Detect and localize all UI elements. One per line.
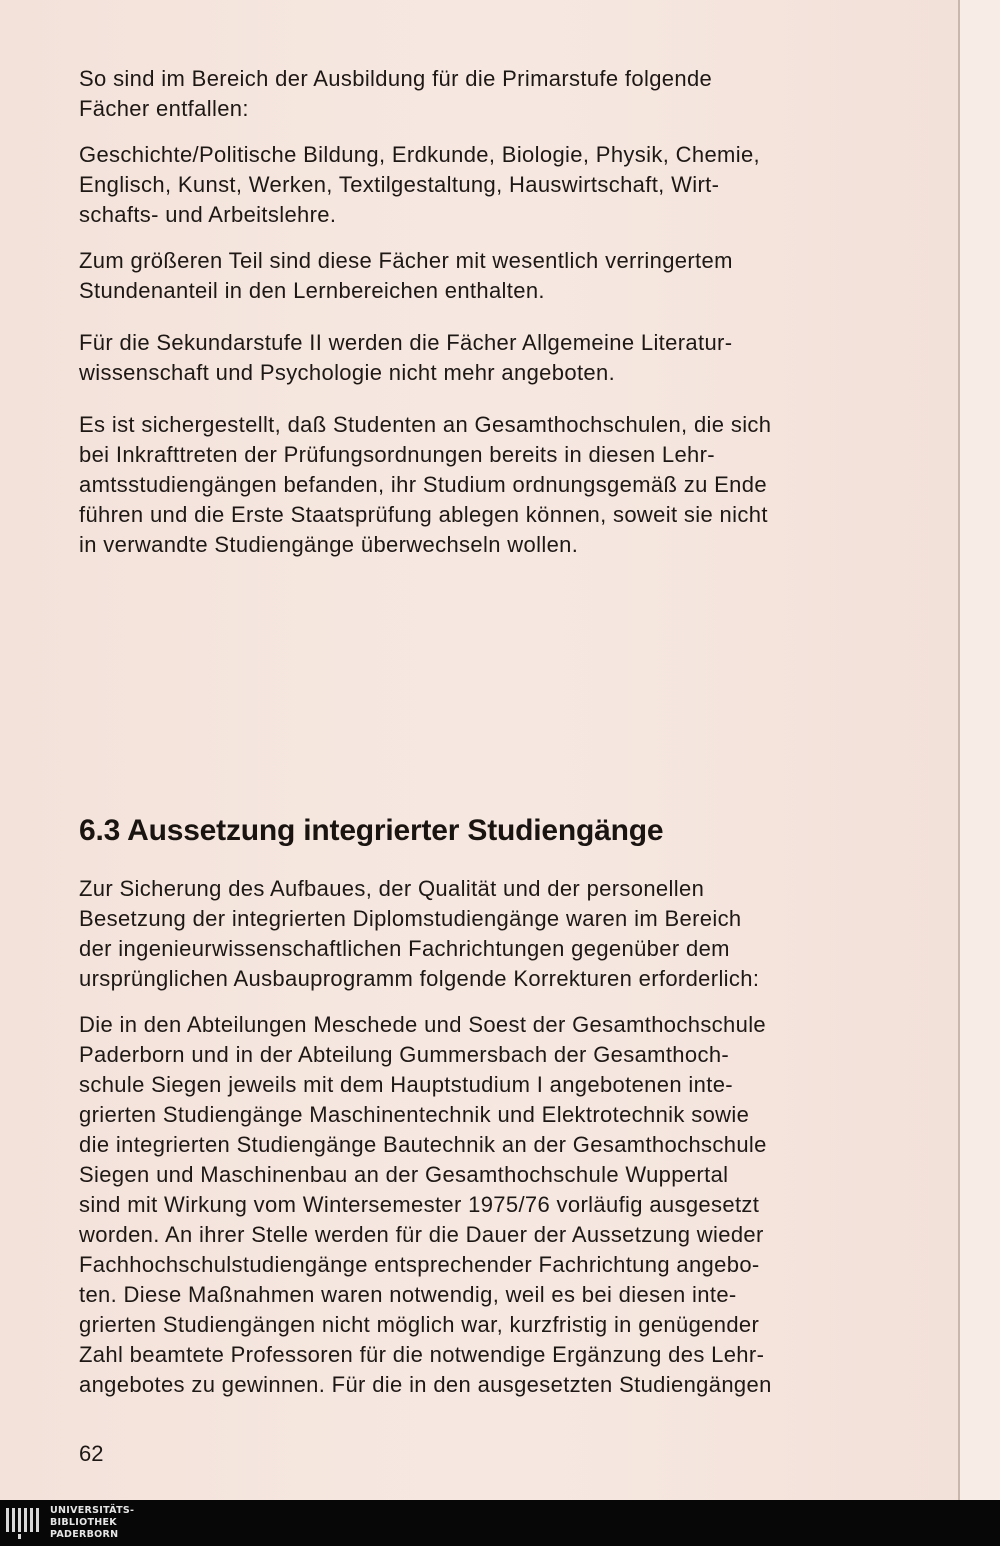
page-edge-divider — [958, 0, 960, 1500]
paragraph: Zum größeren Teil sind diese Fächer mit wesentlich verringertem Stundenanteil in den Lernbereichen enthalten. — [79, 248, 733, 303]
library-logo-icon — [4, 1506, 44, 1540]
paragraph: So sind im Bereich der Ausbildung für die Primarstufe folgende Fächer entfallen: — [79, 66, 713, 121]
logo-line: PADERBORN — [50, 1529, 119, 1540]
library-logo-text — [50, 1505, 134, 1541]
paragraph: Es ist sichergestellt, daß Studenten an Gesamthochschulen, die sich bei Inkrafttreten der Prüfungsordnungen bereits in diesen Lehr- amtsstudiengängen befanden, ihr Studium ordnungsgemäß zu Ende führen und die Erste Staatsprüfung ablegen können, soweit sie nicht in verwandte Studiengänge überwechseln wollen. — [79, 412, 772, 557]
logo-line: BIBLIOTHEK — [50, 1517, 117, 1528]
adjacent-page-strip — [960, 0, 1000, 1500]
paragraph: Für die Sekundarstufe II werden die Fächer Allgemeine Literatur- wissenschaft und Psychologie nicht mehr angeboten. — [79, 330, 733, 385]
paragraph: Die in den Abteilungen Meschede und Soest der Gesamthochschule Paderborn und in der Abteilung Gummersbach der Gesamthoch- schule Siegen jeweils mit dem Hauptstudium I angebotenen inte- grierten Studiengänge Maschinentechnik und Elektrotechnik sowie die integrierten Studiengänge Bautechnik an der Gesamthochschule Siegen und Maschinenbau an der Gesamthochschule Wuppertal sind mit Wirkung vom Wintersemester 1975/76 vorläufig ausgesetzt worden. An ihrer Stelle werden für die Dauer der Aussetzung wieder Fachhochschulstudiengänge entsprechender Fachrichtung angebo- ten. Diese Maßnahmen waren notwendig, weil es bei diesen inte- grierten Studiengängen nicht möglich war, kurzfristig in genügender Zahl beamtete Professoren für die notwendige Ergänzung des Lehr- angebotes zu gewinnen. Für die in den ausgesetzten Studiengängen — [79, 1012, 772, 1397]
section-heading: 6.3 Aussetzung integrierter Studiengänge — [79, 814, 664, 847]
paragraph: Geschichte/Politische Bildung, Erdkunde, Biologie, Physik, Chemie, Englisch, Kunst, Werken, Textilgestaltung, Hauswirtschaft, Wirt- schafts- und Arbeitslehre. — [79, 142, 760, 227]
page-number: 62 — [79, 1441, 104, 1466]
logo-line: UNIVERSITÄTS- — [50, 1505, 135, 1516]
section-body-text — [79, 874, 911, 1400]
library-footer-bar — [0, 1500, 1000, 1546]
body-text-top — [79, 64, 911, 560]
paragraph: Zur Sicherung des Aufbaues, der Qualität und der personellen Besetzung der integrierten Diplomstudiengänge waren im Bereich der ingenieurwissenschaftlichen Fachrichtungen gegenüber dem ursprünglichen Ausbauprogramm folgende Korrekturen erforderlich: — [79, 876, 760, 991]
